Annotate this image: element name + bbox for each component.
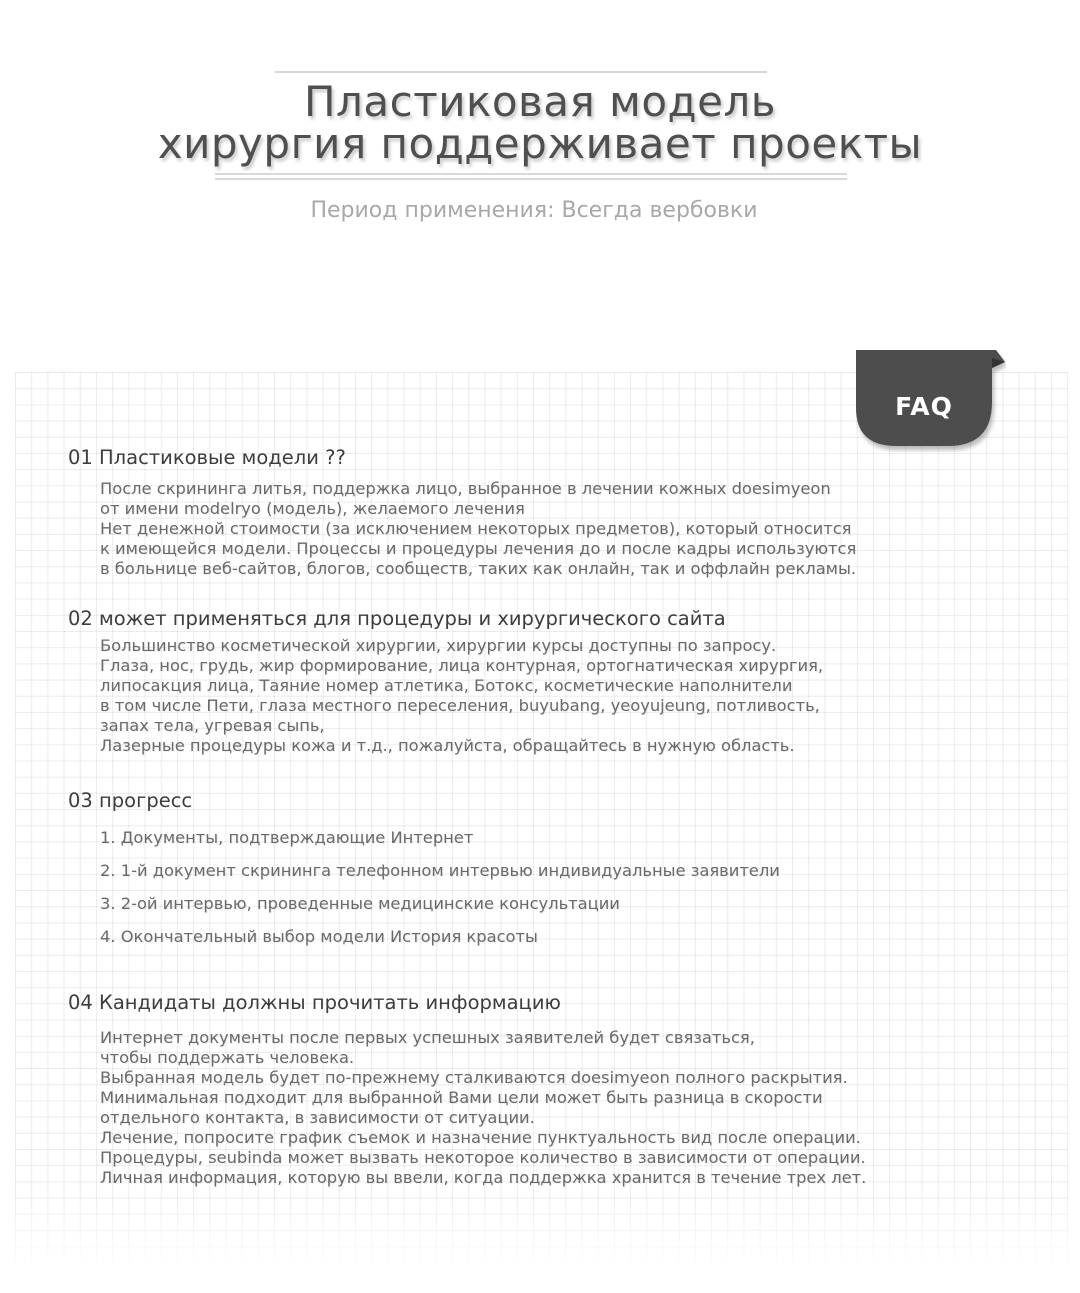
faq-section-01 (68, 445, 1028, 579)
body-line: запах тела, угревая сыпь, (100, 716, 325, 735)
body-line: Глаза, нос, грудь, жир формирование, лица контурная, ортогнатическая хирургия, (100, 656, 824, 675)
body-line: После скрининга литья, поддержка лицо, выбранное в лечении кожных doesimyeon (100, 479, 831, 498)
body-line: Минимальная подходит для выбранной Вами цели может быть разница в скорости (100, 1088, 823, 1107)
section-body (100, 479, 1028, 579)
faq-section-02 (68, 606, 1028, 756)
page-title-line-2: хирургия поддерживает проекты (157, 119, 923, 168)
grid-bottom-fade (15, 1190, 1068, 1262)
body-line: Процедуры, seubinda может вызвать некоторое количество в зависимости от операции. (100, 1148, 866, 1167)
progress-step: 1. Документы, подтверждающие Интернет (100, 828, 474, 847)
section-body (100, 1028, 1028, 1188)
body-line: Выбранная модель будет по-прежнему сталкиваются doesimyeon полного раскрытия. (100, 1068, 848, 1087)
body-line: Интернет документы после первых успешных заявителей будет связаться, (100, 1028, 755, 1047)
progress-step: 2. 1-й документ скрининга телефонном интервью индивидуальные заявители (100, 861, 780, 880)
body-line: Нет денежной стоимости (за исключением некоторых предметов), который относится (100, 519, 852, 538)
faq-section-04 (68, 990, 1028, 1188)
section-title: 03 прогресс (68, 789, 193, 812)
body-line: в больнице веб-сайтов, блогов, сообществ, таких как онлайн, так и оффлайн рекламы. (100, 559, 856, 578)
page-title-line-1: Пластиковая модель (303, 77, 777, 126)
body-line: Лазерные процедуры кожа и т.д., пожалуйста, обращайтесь в нужную область. (100, 736, 795, 755)
body-line: Большинство косметической хирургии, хирургии курсы доступны по запросу. (100, 636, 777, 655)
page-subtitle: Период применения: Всегда вербовки (310, 198, 758, 223)
progress-step: 3. 2-ой интервью, проведенные медицинские консультации (100, 894, 620, 913)
title-bottom-rule (215, 173, 847, 180)
body-line: Лечение, попросите график съемок и назначение пунктуальность вид после операции. (100, 1128, 861, 1147)
progress-steps-list (100, 828, 1028, 960)
body-line: к имеющейся модели. Процессы и процедуры лечения до и после кадры используются (100, 539, 857, 558)
faq-tab (856, 350, 1006, 452)
body-line: липосакция лица, Таяние номер атлетика, Ботокс, косметические наполнители (100, 676, 793, 695)
body-line: в том числе Пети, глаза местного переселения, buyubang, yeoyujeung, потливость, (100, 696, 820, 715)
page-header (0, 0, 1080, 300)
body-line: от имени modelryo (модель), желаемого лечения (100, 499, 525, 518)
section-title: 04 Кандидаты должны прочитать информацию (68, 991, 561, 1014)
section-title: 02 может применяться для процедуры и хирургического сайта (68, 607, 726, 630)
progress-step: 4. Окончательный выбор модели История красоты (100, 927, 538, 946)
body-line: Личная информация, которую вы ввели, когда поддержка хранится в течение трех лет. (100, 1168, 867, 1187)
title-top-rule (275, 71, 767, 73)
section-title: 01 Пластиковые модели ?? (68, 446, 346, 469)
body-line: чтобы поддержать человека. (100, 1048, 355, 1067)
faq-label: FAQ (895, 392, 953, 421)
faq-section-03 (68, 788, 1028, 960)
body-line: отдельного контакта, в зависимости от ситуации. (100, 1108, 535, 1127)
section-body (100, 636, 1028, 756)
